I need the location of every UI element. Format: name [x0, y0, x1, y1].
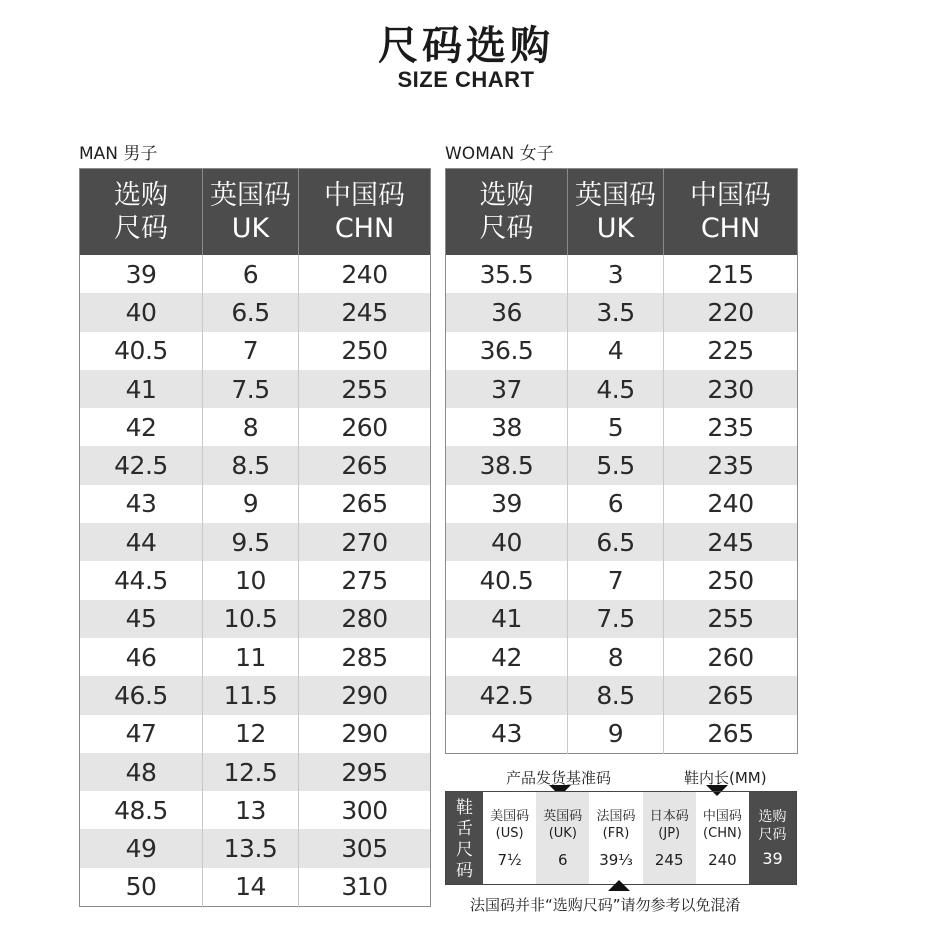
- tongue-label-box: [445, 791, 797, 885]
- table-cell: 39: [491, 489, 522, 519]
- table-row: [446, 255, 798, 293]
- inner-length-note: 鞋内长(MM): [684, 769, 767, 787]
- table-cell: 265: [299, 485, 431, 523]
- tongue-column-value: 245: [654, 851, 684, 869]
- table-row: [80, 715, 431, 753]
- table-cell: 225: [664, 332, 798, 370]
- table-row: [80, 255, 431, 293]
- table-row: [446, 370, 798, 408]
- table-cell: 260: [664, 638, 798, 676]
- table-cell: 38: [491, 412, 522, 442]
- table-cell: 7: [568, 561, 664, 599]
- table-cell: 14: [203, 868, 299, 907]
- table-cell: 4: [568, 332, 664, 370]
- table-cell: 41: [446, 600, 568, 638]
- table-cell: 13: [203, 791, 299, 829]
- table-cell: 11.5: [203, 676, 299, 714]
- table-row: [80, 638, 431, 676]
- french-size-warning: 法国码并非“选购尺码”请勿参考以免混淆: [470, 896, 741, 914]
- table-cell: 6: [568, 485, 664, 523]
- table-row: [446, 332, 798, 370]
- table-cell: 250: [664, 561, 798, 599]
- table-cell: 8.5: [203, 446, 299, 484]
- table-row: [80, 561, 431, 599]
- table-cell: 5.5: [568, 446, 664, 484]
- tongue-column-name: 美国码: [490, 809, 530, 824]
- tongue-column-name: 英国码: [543, 809, 583, 824]
- table-cell: 9: [203, 485, 299, 523]
- man-header-uk: 英国码 UK: [203, 169, 299, 256]
- table-cell: 42: [125, 412, 157, 442]
- table-row: [446, 523, 798, 561]
- table-cell: 280: [299, 600, 431, 638]
- tongue-column-value: 7½: [497, 851, 522, 869]
- tongue-buy-size: 选购 尺码 39: [749, 792, 796, 884]
- table-cell: 11: [203, 638, 299, 676]
- table-cell: 12: [203, 715, 299, 753]
- table-cell: 6.5: [203, 293, 299, 331]
- table-cell: 7: [203, 332, 299, 370]
- table-cell: 43: [125, 489, 157, 519]
- table-cell: 270: [299, 523, 431, 561]
- table-cell: 8: [568, 638, 664, 676]
- table-row: [80, 332, 431, 370]
- table-cell: 8: [203, 408, 299, 446]
- table-row: [446, 293, 798, 331]
- table-cell: 36: [446, 293, 568, 331]
- tongue-column-value: 6: [558, 851, 568, 869]
- table-cell: 235: [664, 446, 798, 484]
- table-cell: 290: [299, 676, 431, 714]
- table-cell: 42.5: [80, 446, 203, 484]
- table-cell: 275: [299, 561, 431, 599]
- table-cell: 39: [125, 259, 157, 289]
- table-cell: 10.5: [203, 600, 299, 638]
- table-cell: 265: [664, 676, 798, 714]
- table-cell: 7.5: [203, 370, 299, 408]
- table-cell: 42: [491, 642, 522, 672]
- table-cell: 3.5: [568, 293, 664, 331]
- tongue-column-code: (JP): [658, 826, 681, 841]
- table-cell: 4.5: [568, 370, 664, 408]
- tongue-buy-size-value: 39: [762, 849, 783, 868]
- table-cell: 215: [664, 255, 798, 293]
- table-row: [80, 370, 431, 408]
- table-cell: 46: [125, 642, 157, 672]
- tongue-column: [536, 792, 589, 884]
- table-row: [80, 446, 431, 484]
- table-cell: 245: [299, 293, 431, 331]
- table-cell: 44.5: [114, 566, 168, 596]
- page-subtitle: SIZE CHART: [397, 67, 535, 92]
- table-cell: 285: [299, 638, 431, 676]
- table-row: [80, 676, 431, 714]
- table-row: [80, 600, 431, 638]
- table-cell: 245: [664, 523, 798, 561]
- table-row: [446, 485, 798, 523]
- tongue-column-code: (CHN): [703, 826, 742, 841]
- table-cell: 46.5: [80, 676, 203, 714]
- tongue-column-name: 法国码: [596, 809, 636, 824]
- table-row: [446, 676, 798, 714]
- table-cell: 290: [299, 715, 431, 753]
- man-size-table: [79, 168, 431, 907]
- table-cell: 40: [80, 293, 203, 331]
- tongue-columns: [483, 792, 749, 884]
- tongue-column: [696, 792, 749, 884]
- table-cell: 300: [299, 791, 431, 829]
- man-header-buy-size: 选购 尺码: [80, 169, 203, 256]
- table-row: [446, 638, 798, 676]
- table-row: [80, 791, 431, 829]
- table-cell: 310: [299, 868, 431, 907]
- table-cell: 260: [299, 408, 431, 446]
- table-cell: 44: [80, 523, 203, 561]
- table-row: [446, 600, 798, 638]
- woman-size-table: [445, 168, 798, 754]
- table-row: [446, 408, 798, 446]
- table-row: [80, 753, 431, 791]
- table-cell: 265: [299, 446, 431, 484]
- table-cell: 295: [299, 753, 431, 791]
- table-cell: 40.5: [114, 336, 168, 366]
- woman-header-chn: 中国码 CHN: [664, 169, 798, 256]
- table-cell: 305: [299, 829, 431, 867]
- table-cell: 6.5: [568, 523, 664, 561]
- tongue-column-code: (FR): [602, 826, 630, 841]
- man-header-chn: 中国码 CHN: [299, 169, 431, 256]
- man-table-label: MAN 男子: [79, 144, 158, 164]
- table-cell: 13.5: [203, 829, 299, 867]
- woman-header-buy-size: 选购 尺码: [446, 169, 568, 256]
- tongue-column-name: 中国码: [702, 809, 742, 824]
- table-cell: 9: [568, 715, 664, 754]
- table-cell: 8.5: [568, 676, 664, 714]
- woman-table-label: WOMAN 女子: [445, 144, 554, 164]
- table-row: [80, 485, 431, 523]
- table-row: [80, 293, 431, 331]
- table-row: [446, 561, 798, 599]
- table-cell: 12.5: [203, 753, 299, 791]
- table-cell: 6: [203, 255, 299, 293]
- table-cell: 5: [568, 408, 664, 446]
- table-cell: 40: [446, 523, 568, 561]
- page-title: 尺码选购: [378, 23, 554, 69]
- table-cell: 50: [125, 872, 157, 902]
- table-cell: 10: [203, 561, 299, 599]
- table-cell: 7.5: [568, 600, 664, 638]
- tongue-column-code: (US): [495, 826, 524, 841]
- table-cell: 36.5: [479, 336, 534, 366]
- table-cell: 255: [664, 600, 798, 638]
- table-row: [80, 408, 431, 446]
- tongue-column: [483, 792, 536, 884]
- table-cell: 3: [568, 255, 664, 293]
- tongue-side-label: 鞋 舌 尺 码: [446, 792, 483, 884]
- table-cell: 265: [664, 715, 798, 754]
- woman-header-uk: 英国码 UK: [568, 169, 664, 256]
- table-cell: 43: [491, 719, 522, 749]
- table-cell: 40.5: [479, 566, 534, 596]
- arrow-up-icon: [608, 880, 630, 891]
- table-cell: 48.5: [114, 795, 168, 825]
- table-cell: 38.5: [446, 446, 568, 484]
- table-cell: 47: [125, 719, 157, 749]
- table-cell: 35.5: [479, 259, 534, 289]
- table-cell: 37: [446, 370, 568, 408]
- tongue-column: [589, 792, 642, 884]
- table-row: [80, 523, 431, 561]
- tongue-column-value: 39⅓: [599, 851, 633, 869]
- table-cell: 240: [664, 485, 798, 523]
- base-size-note: 产品发货基准码: [506, 769, 612, 787]
- table-cell: 220: [664, 293, 798, 331]
- table-cell: 49: [80, 829, 203, 867]
- table-cell: 235: [664, 408, 798, 446]
- tongue-column: [643, 792, 696, 884]
- table-cell: 255: [299, 370, 431, 408]
- tongue-column-code: (UK): [548, 826, 577, 841]
- table-row: [446, 715, 798, 754]
- table-cell: 41: [80, 370, 203, 408]
- table-cell: 42.5: [446, 676, 568, 714]
- table-cell: 230: [664, 370, 798, 408]
- tongue-column-value: 240: [708, 851, 737, 869]
- table-cell: 250: [299, 332, 431, 370]
- table-cell: 240: [299, 255, 431, 293]
- table-cell: 9.5: [203, 523, 299, 561]
- man-header-row: [80, 169, 431, 256]
- table-row: [446, 446, 798, 484]
- table-cell: 48: [80, 753, 203, 791]
- table-cell: 45: [80, 600, 203, 638]
- tongue-column-name: 日本码: [649, 809, 689, 824]
- table-row: [80, 829, 431, 867]
- table-row: [80, 868, 431, 907]
- woman-header-row: [446, 169, 798, 256]
